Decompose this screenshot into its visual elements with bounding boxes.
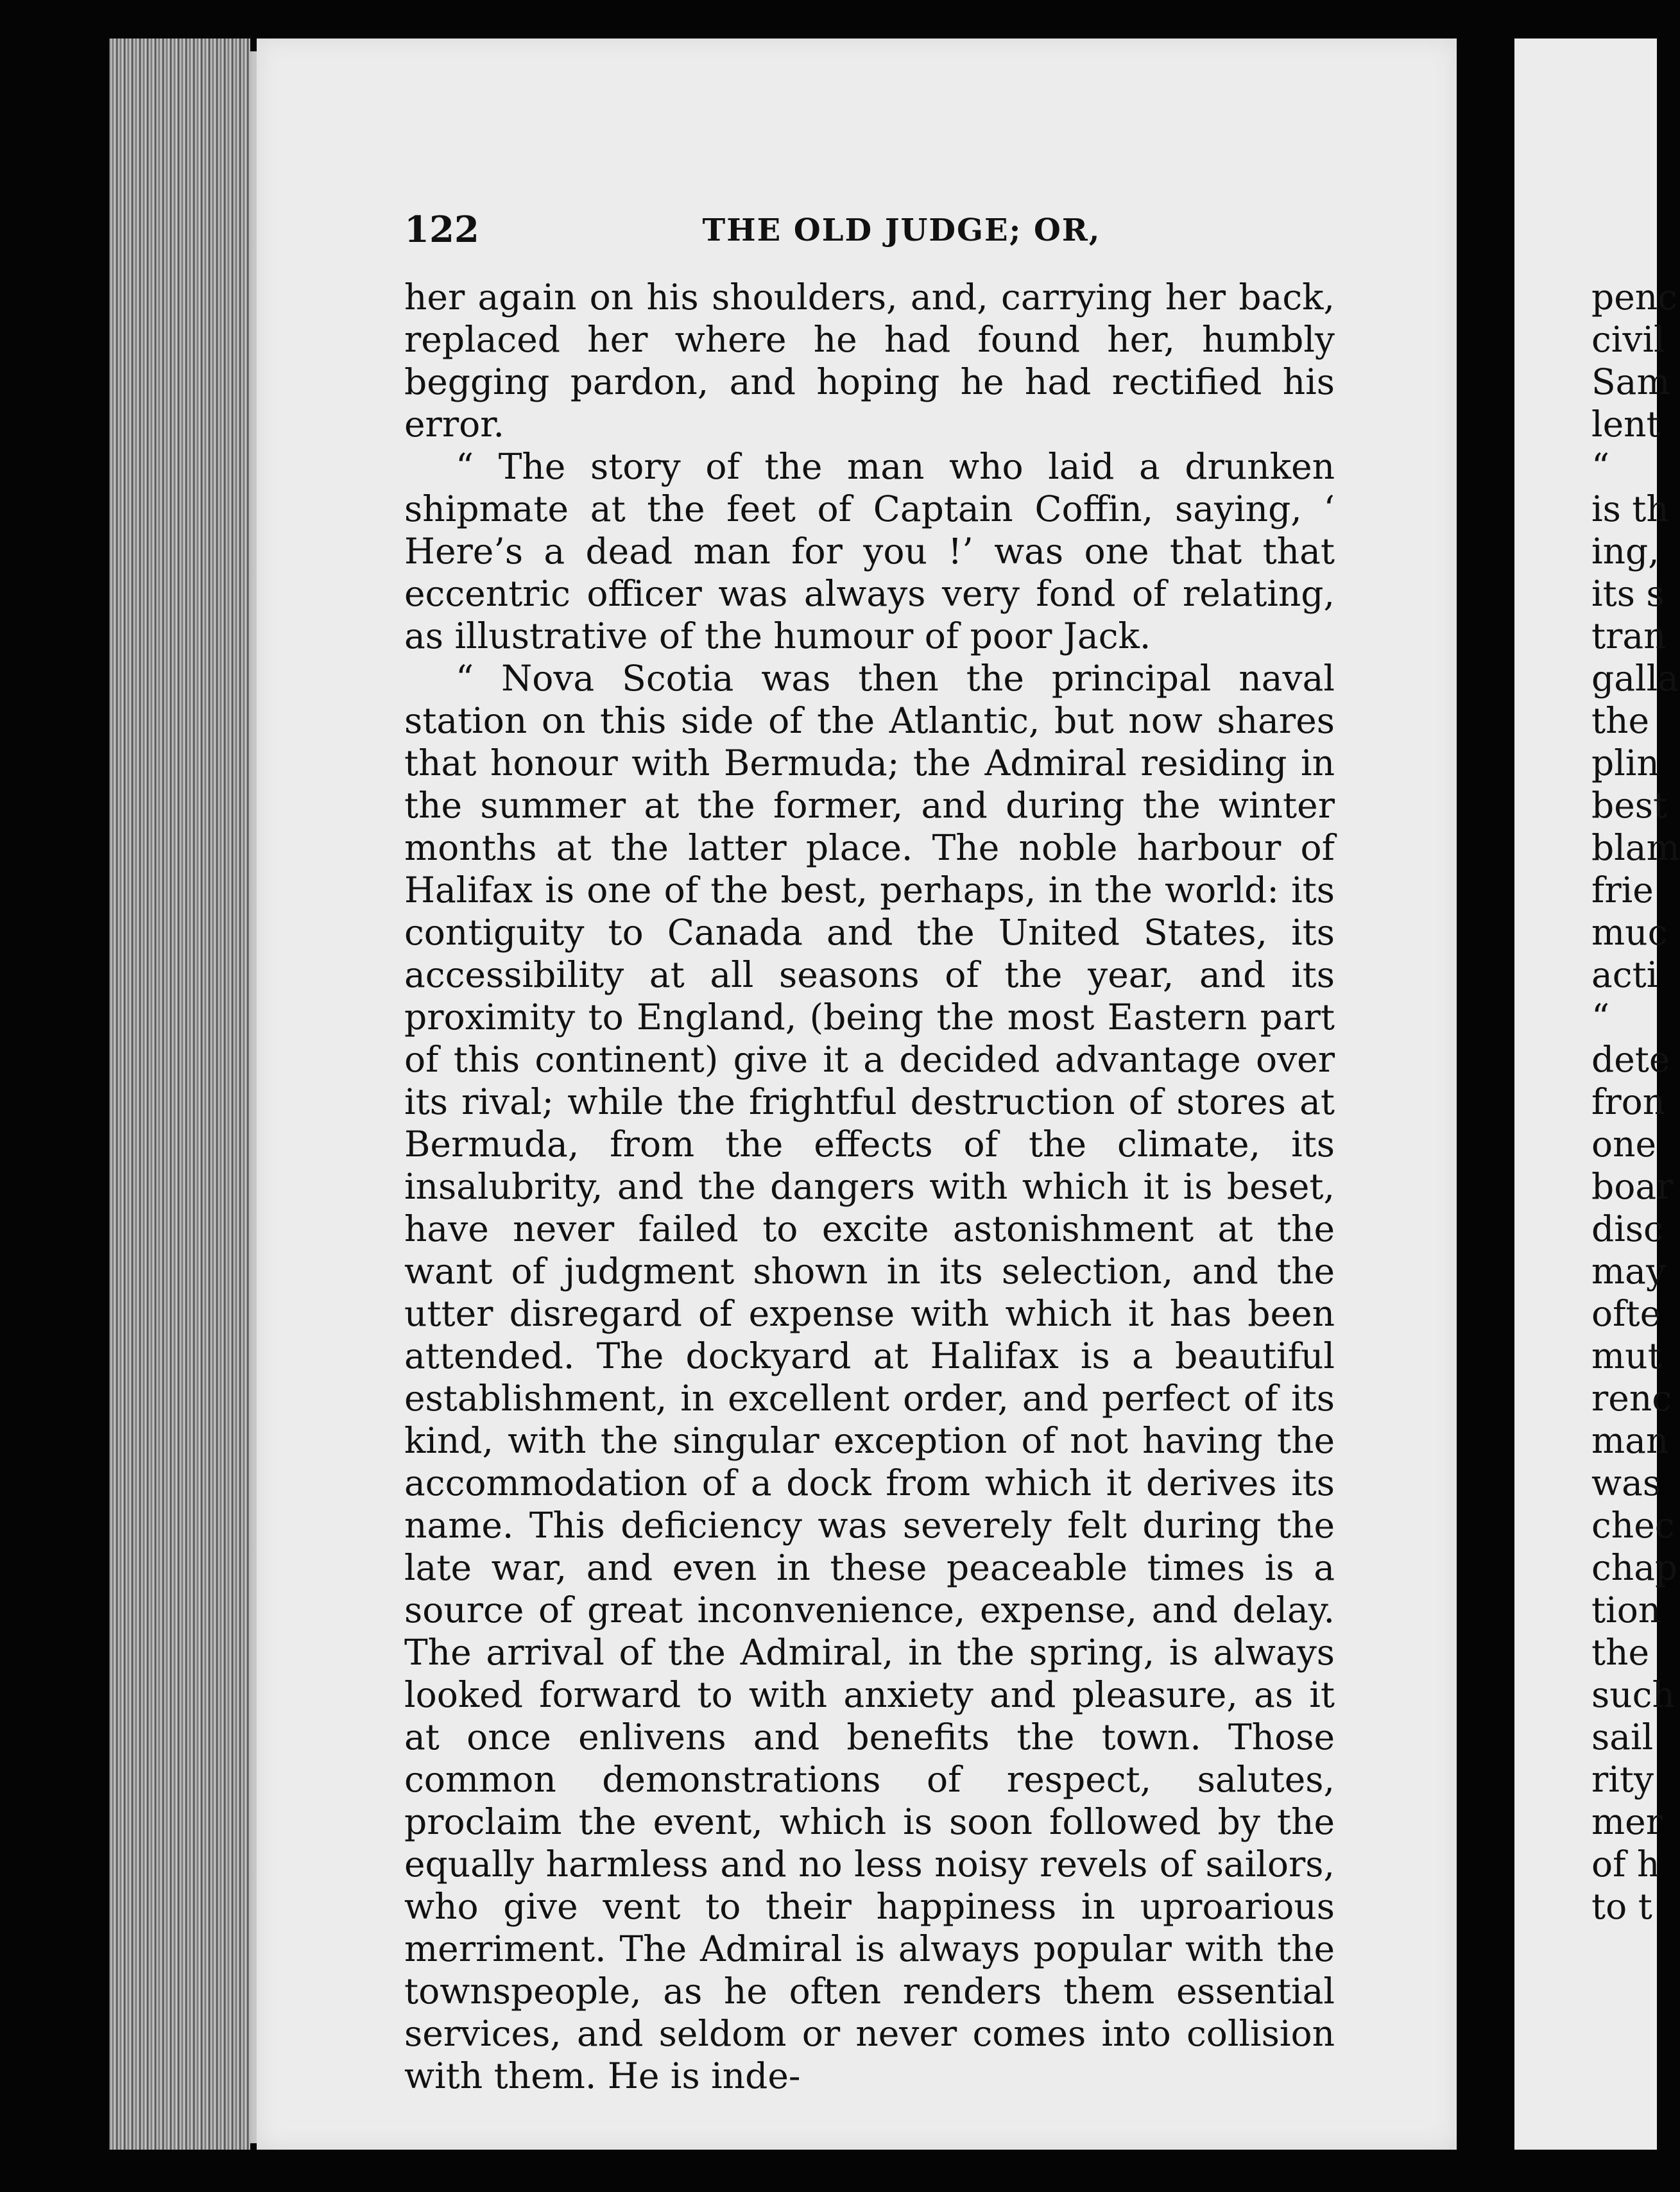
facing-line: ofte <box>1591 1293 1661 1334</box>
facing-line: penc <box>1591 277 1677 318</box>
facing-line: man <box>1591 1420 1669 1461</box>
facing-line: acti <box>1591 954 1658 995</box>
facing-line: chec <box>1591 1505 1675 1546</box>
facing-line: “ <box>1591 997 1610 1038</box>
facing-line: mer <box>1591 1801 1663 1842</box>
paragraph-3: “ Nova Scotia was then the principal naval station on this side of the Atlantic, but now shares that honour with Bermuda; the Admiral residing in the summer at the former, and during the winter months at the latter place. The noble harbour of Halifax is one of the best, perhaps, in the world: its contiguity to Canada and the United States, its accessibility at all seasons of the year, and its proximity to England, (being the most Eastern part of this continent) give it a decided advantage over its rival; while the frightful destruction of stores at Bermuda, from the effects of the climate, its insalubrity, and the dangers with which it is beset, have never failed to excite astonishment at the want of judgment shown in its selection, and the utter disregard of expense with which it has been attended. The dockyard at Halifax is a beautiful establishment, in excellent order, and perfect of its kind, with the singular exception of not having the accommodation of a dock from which it derives its name. This deficiency was severely felt during the late war, and even in these peaceable times is a source of great inconvenience, expense, and delay. The arrival of the Admiral, in the spring, is always looked forward to with anxiety and pleasure, as it at once enlivens and benefits the town. Those common demonstrations of respect, salutes, proclaim the event, which is soon followed by the equally harmless and no less noisy revels of sailors, who give vent to their happiness in uproarious merriment. The Admiral is always popular with the townspeople, as he often renders them essential services, and seldom or never comes into collision with them. He is inde- <box>404 658 1335 2096</box>
facing-line: may <box>1591 1251 1667 1292</box>
facing-line: to t <box>1591 1886 1652 1927</box>
facing-line: chap <box>1591 1547 1678 1588</box>
facing-line: is th <box>1591 488 1669 529</box>
facing-line: the <box>1591 700 1650 741</box>
facing-line: rity <box>1591 1759 1654 1800</box>
facing-line: best <box>1591 785 1668 826</box>
facing-line: “ <box>1591 446 1610 487</box>
facing-line: muc <box>1591 912 1668 953</box>
facing-line: such <box>1591 1674 1675 1715</box>
facing-line: blam <box>1591 827 1680 868</box>
book-spine-edge <box>109 39 250 2150</box>
facing-page-edge <box>1514 39 1680 2150</box>
facing-line: Sam <box>1591 361 1670 402</box>
facing-line: dete <box>1591 1039 1670 1080</box>
facing-page-fragments <box>1591 276 1680 1928</box>
paragraph-2: “ The story of the man who laid a drunken shipmate at the feet of Captain Coffin, saying, ‘ Here’s a dead man for you !’ was one that that eccentric officer was always very fond of relating, as illustrative of the humour of poor Jack. <box>404 446 1335 656</box>
facing-line: tion <box>1591 1589 1661 1631</box>
facing-line: galla <box>1591 658 1679 699</box>
facing-line: one <box>1591 1124 1657 1165</box>
facing-line: fron <box>1591 1081 1666 1122</box>
facing-line: renc <box>1591 1378 1672 1419</box>
facing-line: boar <box>1591 1166 1674 1207</box>
facing-line: was <box>1591 1462 1661 1503</box>
running-title: THE OLD JUDGE; OR, <box>702 212 1101 248</box>
page-header <box>404 209 1399 266</box>
facing-line: disc <box>1591 1208 1663 1249</box>
facing-line: of h <box>1591 1844 1660 1885</box>
facing-line: mut <box>1591 1335 1662 1376</box>
facing-line: lent <box>1591 404 1661 445</box>
facing-line: tran <box>1591 615 1667 656</box>
facing-line: frie <box>1591 869 1654 911</box>
facing-line: ing, <box>1591 531 1659 572</box>
page-number: 122 <box>404 209 479 251</box>
facing-line: civil <box>1591 319 1665 360</box>
facing-line: the <box>1591 1632 1650 1673</box>
facing-line: its s <box>1591 573 1665 614</box>
body-text <box>404 276 1335 2097</box>
facing-line: plin <box>1591 742 1659 783</box>
paragraph-1: her again on his shoulders, and, carrying her back, replaced her where he had found her, humbly begging pardon, and hoping he had rectified his error. <box>404 277 1335 445</box>
facing-line: sail <box>1591 1717 1654 1758</box>
left-page <box>257 39 1457 2150</box>
